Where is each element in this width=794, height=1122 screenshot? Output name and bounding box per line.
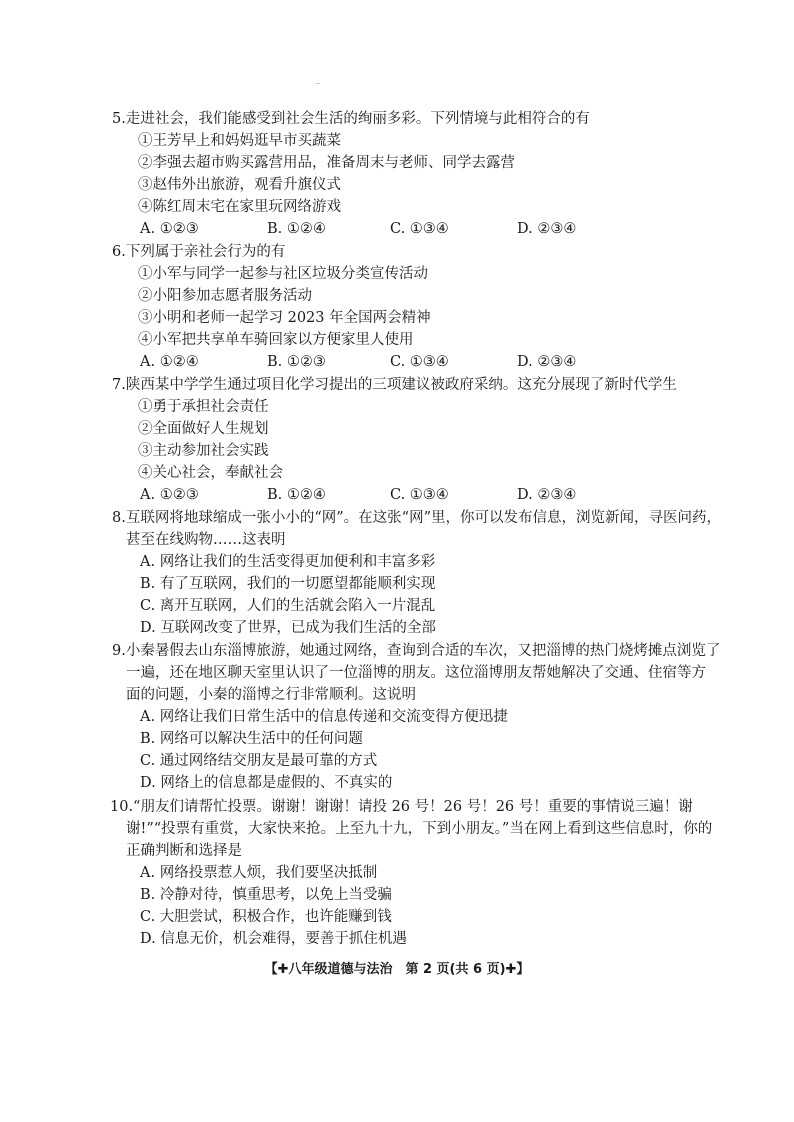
q7-item-1: ①勇于承担社会责任 bbox=[138, 399, 269, 415]
q5-item-3: ③赵伟外出旅游，观看升旗仪式 bbox=[138, 177, 341, 193]
q8-option-b: B. 有了互联网，我们的一切愿望都能顺利实现 bbox=[140, 576, 436, 592]
q5-choice-b: B. ①②④ bbox=[267, 221, 326, 237]
q7-stem: 7.陕西某中学学生通过项目化学习提出的三项建议被政府采纳。这充分展现了新时代学生 bbox=[112, 377, 677, 393]
q9-option-c: C. 通过网络结交朋友是最可靠的方式 bbox=[140, 753, 378, 769]
q7-choice-d: D. ②③④ bbox=[517, 487, 577, 503]
q10-stem-line-2: 谢!”“投票有重赏，大家快来抢。上至九十九，下到小朋友。”当在网上看到这些信息时，你的 bbox=[126, 821, 713, 837]
q5-choice-d: D. ②③④ bbox=[517, 221, 577, 237]
q7-choice-a: A. ①②③ bbox=[140, 487, 199, 503]
q10-stem-line-1: 10.“朋友们请帮忙投票。谢谢！谢谢！请投 26 号！26 号！26 号！重要的事情说三遍！谢 bbox=[110, 799, 693, 815]
q8-option-d: D. 互联网改变了世界，已成为我们生活的全部 bbox=[140, 620, 436, 636]
q9-option-a: A. 网络让我们日常生活中的信息传递和交流变得方便迅捷 bbox=[140, 709, 508, 725]
q6-choice-d: D. ②③④ bbox=[517, 354, 577, 370]
q6-item-3: ③小明和老师一起学习 2023 年全国两会精神 bbox=[138, 310, 431, 326]
q10-option-b: B. 冷静对待，慎重思考，以免上当受骗 bbox=[140, 887, 392, 903]
q5-stem: 5.走进社会，我们能感受到社会生活的绚丽多彩。下列情境与此相符合的有 bbox=[112, 111, 590, 127]
q6-item-2: ②小阳参加志愿者服务活动 bbox=[138, 288, 312, 304]
q9-option-b: B. 网络可以解决生活中的任何问题 bbox=[140, 731, 363, 747]
q6-stem: 6.下列属于亲社会行为的有 bbox=[112, 244, 286, 260]
q5-item-2: ②李强去超市购买露营用品，准备周末与老师、同学去露营 bbox=[138, 155, 515, 171]
scan-mark bbox=[316, 83, 320, 84]
q5-item-1: ①王芳早上和妈妈逛早市买蔬菜 bbox=[138, 133, 341, 149]
q10-option-c: C. 大胆尝试，积极合作，也许能赚到钱 bbox=[140, 909, 392, 925]
q6-choice-a: A. ①②④ bbox=[140, 354, 199, 370]
q10-option-d: D. 信息无价，机会难得，要善于抓住机遇 bbox=[140, 931, 407, 947]
q7-item-2: ②全面做好人生规划 bbox=[138, 421, 269, 437]
page-footer: 【✚八年级道德与法治 第 2 页(共 6 页)✚】 bbox=[264, 962, 530, 977]
q6-choice-c: C. ①③④ bbox=[390, 354, 449, 370]
q7-choice-c: C. ①③④ bbox=[390, 487, 449, 503]
q8-option-c: C. 离开互联网，人们的生活就会陷入一片混乱 bbox=[140, 598, 436, 614]
q5-item-4: ④陈红周末宅在家里玩网络游戏 bbox=[138, 199, 341, 215]
q5-choice-a: A. ①②③ bbox=[140, 221, 199, 237]
q6-choice-b: B. ①②③ bbox=[267, 354, 326, 370]
q8-option-a: A. 网络让我们的生活变得更加便利和丰富多彩 bbox=[140, 554, 436, 570]
q9-option-d: D. 网络上的信息都是虚假的、不真实的 bbox=[140, 775, 393, 791]
q7-item-4: ④关心社会，奉献社会 bbox=[138, 465, 283, 481]
q7-choice-b: B. ①②④ bbox=[267, 487, 326, 503]
q6-item-1: ①小军与同学一起参与社区垃圾分类宣传活动 bbox=[138, 266, 428, 282]
q10-stem-line-3: 正确判断和选择是 bbox=[126, 843, 242, 859]
q6-item-4: ④小军把共享单车骑回家以方便家里人使用 bbox=[138, 332, 414, 348]
q9-stem-line-2: 一遍，还在地区聊天室里认识了一位淄博的朋友。这位淄博朋友帮她解决了交通、住宿等方 bbox=[126, 665, 706, 681]
q9-stem-line-1: 9.小秦暑假去山东淄博旅游，她通过网络，查询到合适的车次，又把淄博的热门烧烤摊点浏览了 bbox=[112, 643, 721, 659]
q9-stem-line-3: 面的问题，小秦的淄博之行非常顺利。这说明 bbox=[126, 687, 416, 703]
q8-stem-line-2: 甚至在线购物……这表明 bbox=[126, 532, 286, 548]
q8-stem-line-1: 8.互联网将地球缩成一张小小的“网”。在这张“网”里，你可以发布信息，浏览新闻，寻医问药， bbox=[112, 510, 721, 526]
q10-option-a: A. 网络投票惹人烦，我们要坚决抵制 bbox=[140, 865, 378, 881]
q5-choice-c: C. ①③④ bbox=[390, 221, 449, 237]
q7-item-3: ③主动参加社会实践 bbox=[138, 443, 269, 459]
